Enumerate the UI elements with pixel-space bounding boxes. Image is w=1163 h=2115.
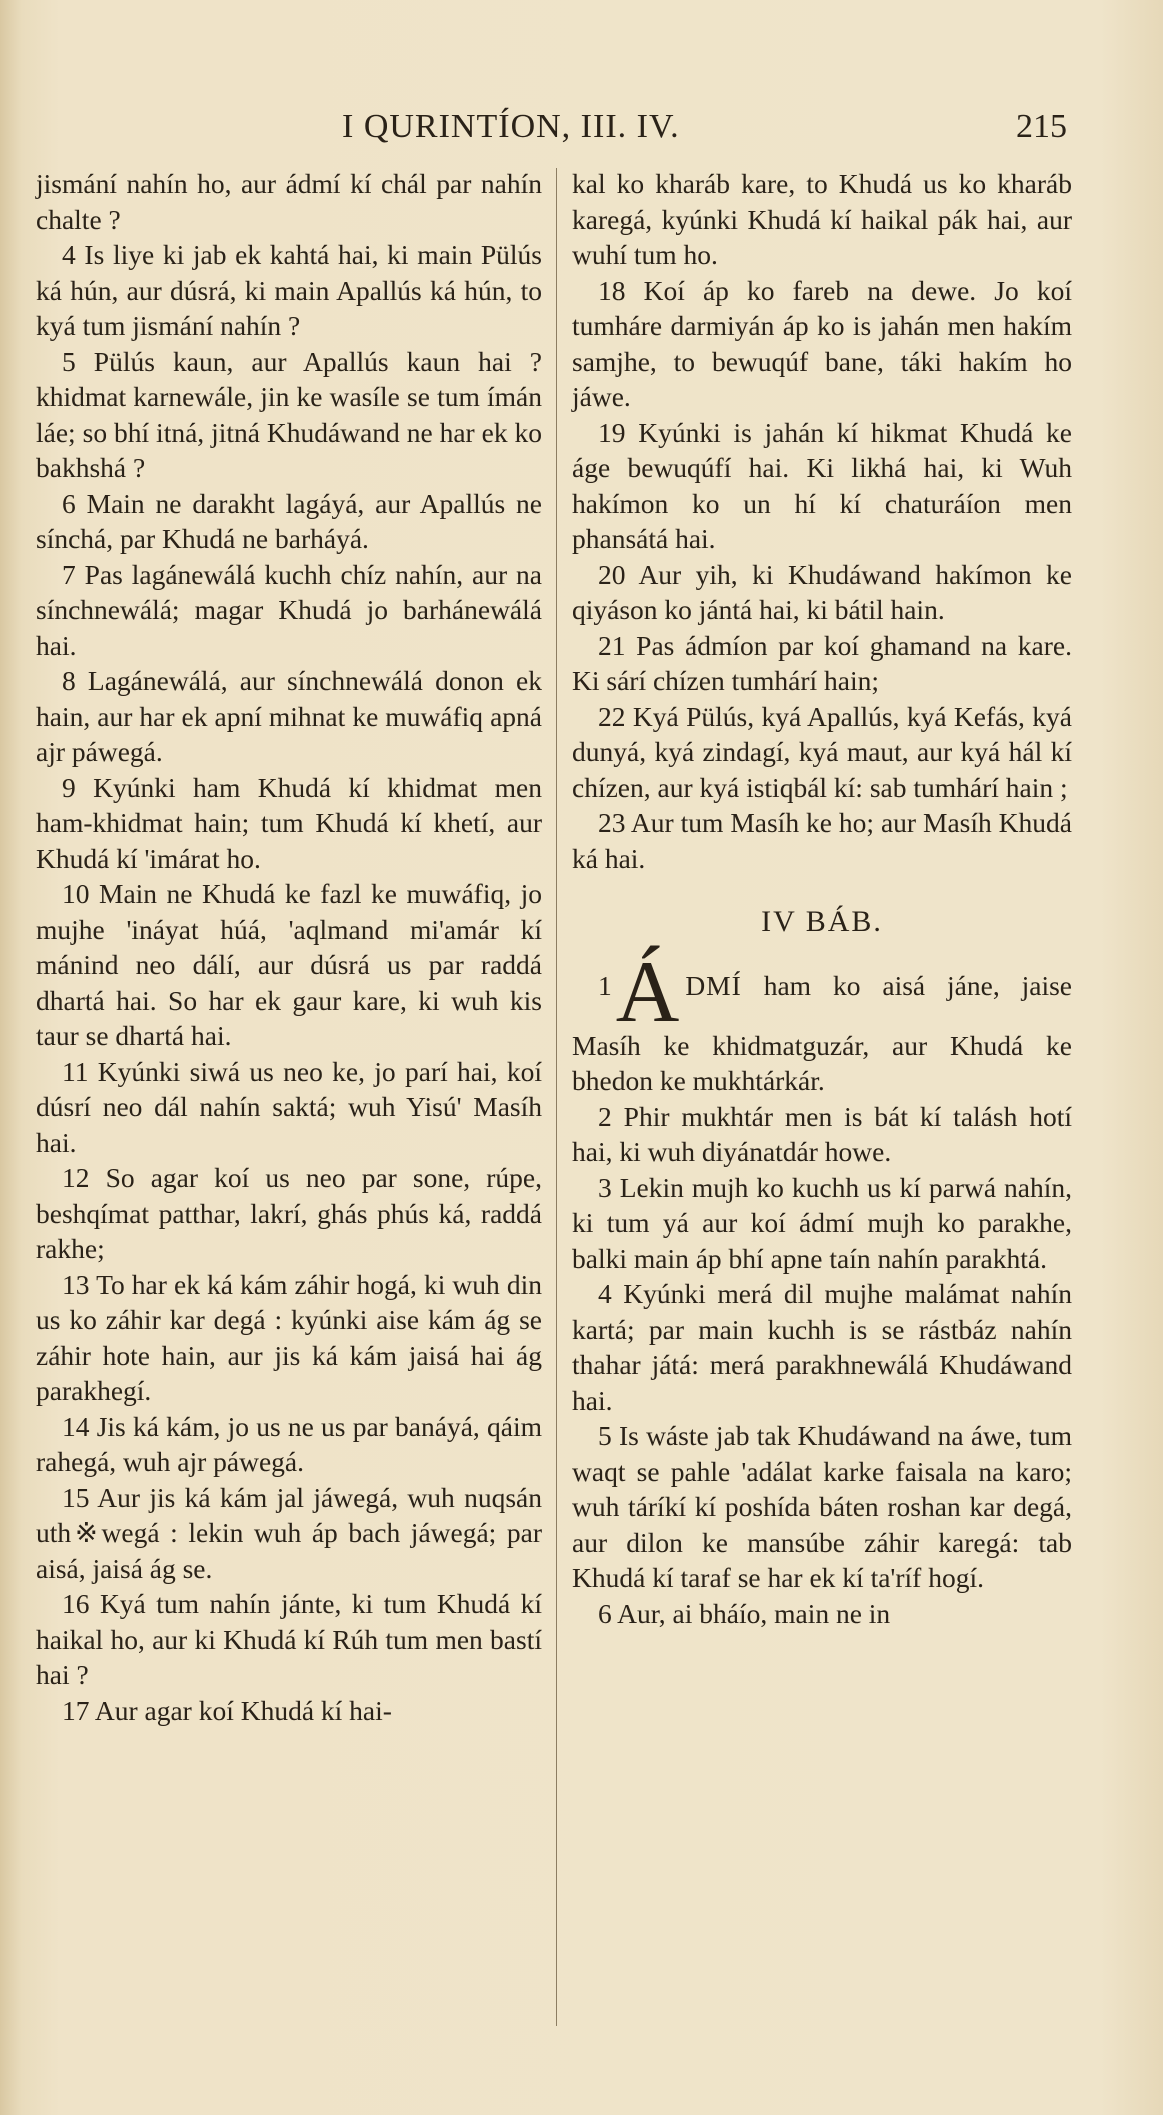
verse-paragraph: 8 Lagánewálá, aur sínchnewálá donon ek hain, aur har ek apní mihnat ke muwáfiq apná ajr páwegá. (36, 665, 542, 767)
verse-paragraph: 18 Koí áp ko fareb na dewe. Jo koí tumháre darmiyán áp ko is jahán men hakím samjhe, to bewuqúf bane, táki hakím ho jáwe. (572, 274, 1072, 412)
drop-cap: Á (615, 943, 680, 1041)
page-header (0, 108, 1163, 158)
verse-paragraph: 7 Pas lagánewálá kuchh chíz nahín, aur na sínchnewálá; magar Khudá jo barhánewálá hai. (36, 558, 542, 661)
verse-paragraph: kal ko kharáb kare, to Khudá us ko kharáb karegá, kyúnki Khudá kí haikal pák hai, aur wuhí tum ho. (572, 168, 1072, 270)
running-title: I QURINTÍON, III. IV. (342, 108, 680, 145)
verse-paragraph: 5 Pülús kaun, aur Apallús kaun hai ? khidmat karnewále, jin ke wasíle se tum ímán láe; so bhí itná, jitná Khudáwand ne har ek ko bakhshá ? (36, 345, 542, 483)
verse-paragraph: 12 So agar koí us neo par sone, rúpe, beshqímat patthar, lakrí, ghás phús ká, raddá rakhe; (36, 1162, 542, 1264)
verse-paragraph: 5 Is wáste jab tak Khudáwand na áwe, tum waqt se pahle 'adálat karke faisala na karo; wuh táríkí kí poshída báten roshan kar degá, aur dilon ke mansúbe záhir karegá: tab Khudá kí taraf se har ek kí ta'ríf hogí. (572, 1420, 1072, 1593)
first-word-rest: DMÍ (685, 969, 742, 1001)
verse-paragraph: 16 Kyá tum nahín jánte, ki tum Khudá kí haikal ho, aur ki Khudá kí Rúh tum men bastí hai ? (36, 1588, 542, 1690)
chapter-heading: IV BÁB. (761, 905, 883, 938)
verse-number: 1 (598, 969, 612, 1001)
verse-paragraph: 15 Aur jis ká kám jal jáwegá, wuh nuqsán uth※wegá : lekin wuh áp bach jáwegá; par aisá, jaisá ág se. (36, 1481, 542, 1584)
left-column (36, 166, 542, 1728)
verse-paragraph: jismání nahín ho, aur ádmí kí chál par nahín chalte ? (36, 168, 542, 235)
verse-paragraph: 10 Main ne Khudá ke fazl ke muwáfiq, jo mujhe 'ináyat húá, 'aqlmand mi'amár kí mánind neo dálí, aur dúsrá us par raddá dhartá hai. So har ek gaur kare, ki wuh kis taur se dhartá hai. (36, 878, 542, 1051)
first-verse (572, 943, 1072, 1099)
verse-paragraph: 4 Kyúnki merá dil mujhe malámat nahín kartá; par main kuchh is se rástbáz nahín thahar játá: merá parakhnewálá Khudáwand hai. (572, 1278, 1072, 1416)
verse-paragraph: 4 Is liye ki jab ek kahtá hai, ki main Pülús ká hún, aur dúsrá, ki main Apallús ká hún, to kyá tum jismání nahín ? (36, 239, 542, 341)
page-number: 215 (1016, 108, 1067, 145)
right-column (572, 166, 1072, 1631)
first-verse-text: ham ko aisá jáne, jaise Masíh ke khidmatguzár, aur Khudá ke bhedon ke mukhtárkár. (572, 969, 1072, 1096)
verse-paragraph: 14 Jis ká kám, jo us ne us par banáyá, qáim rahegá, wuh ajr páwegá. (36, 1410, 542, 1477)
column-divider (556, 168, 557, 2026)
verse-paragraph: 13 To har ek ká kám záhir hogá, ki wuh din us ko záhir kar degá : kyúnki aise kám ág se záhir hote hain, aur jis ká kám jaisá hai ág parakhegí. (36, 1268, 542, 1406)
verse-paragraph: 22 Kyá Pülús, kyá Apallús, kyá Kefás, kyá dunyá, kyá zindagí, kyá maut, aur kyá hál kí chízen, aur kyá istiqbál kí: sab tumhárí hain ; (572, 700, 1072, 803)
verse-paragraph: 21 Pas ádmíon par koí ghamand na kare. Ki sárí chízen tumhárí hain; (572, 629, 1072, 696)
verse-paragraph: 23 Aur tum Masíh ke ho; aur Masíh Khudá ká hai. (572, 807, 1072, 874)
verse-paragraph: 2 Phir mukhtár men is bát kí talásh hotí hai, ki wuh diyánatdár howe. (572, 1100, 1072, 1167)
verse-paragraph: 9 Kyúnki ham Khudá kí khidmat men ham-khidmat hain; tum Khudá kí khetí, aur Khudá kí 'imárat ho. (36, 771, 542, 874)
verse-paragraph: 17 Aur agar koí Khudá kí hai- (62, 1694, 392, 1726)
verse-paragraph: 6 Main ne darakht lagáyá, aur Apallús ne sínchá, par Khudá ne barháyá. (36, 487, 542, 554)
verse-paragraph: 20 Aur yih, ki Khudáwand hakímon ke qiyáson ko jántá hai, ki bátil hain. (572, 558, 1072, 625)
verse-paragraph: 11 Kyúnki siwá us neo ke, jo parí hai, koí dúsrí neo dál nahín saktá; wuh Yisú' Masíh hai. (36, 1055, 542, 1158)
verse-paragraph: 3 Lekin mujh ko kuchh us kí parwá nahín, ki tum yá aur koí ádmí mujh ko parakhe, balki main áp bhí apne taín nahín parakhtá. (572, 1171, 1072, 1274)
verse-paragraph: 6 Aur, ai bháío, main ne in (598, 1597, 891, 1629)
verse-paragraph: 19 Kyúnki is jahán kí hikmat Khudá ke áge bewuqúfí hai. Ki likhá hai, ki Wuh hakímon ko un hí kí chaturáíon men phansátá hai. (572, 416, 1072, 554)
